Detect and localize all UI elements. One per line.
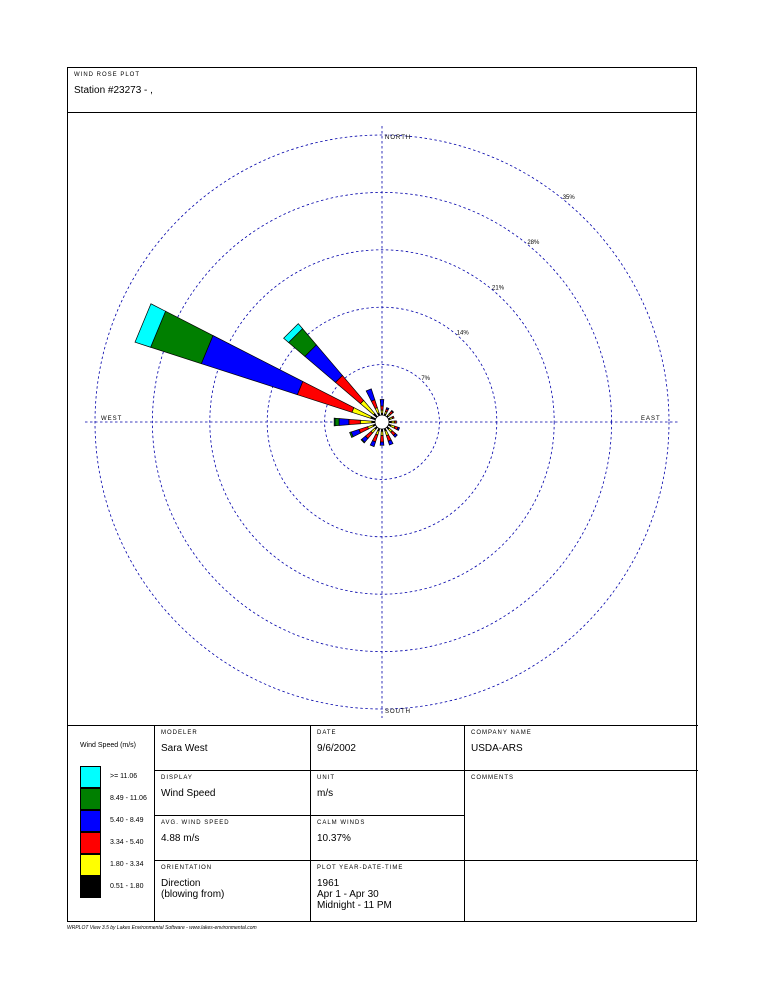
ring-label-3: 28% xyxy=(527,240,540,247)
petal-W-bin-1 xyxy=(360,420,371,424)
compass-label-east: EAST xyxy=(641,416,661,422)
petal-N-bin-2 xyxy=(381,406,384,410)
petal-W-bin-0 xyxy=(372,421,375,423)
petal-ENE xyxy=(388,416,394,420)
unit-label: UNIT xyxy=(317,775,335,781)
comments-cell xyxy=(464,770,698,860)
date-label: DATE xyxy=(317,730,337,736)
petal-W-bin-3 xyxy=(339,419,349,426)
avg-speed-cell xyxy=(154,815,310,860)
display-label: DISPLAY xyxy=(161,775,193,781)
petal-NNW-bin-3 xyxy=(366,389,375,401)
unit-value: m/s xyxy=(317,788,334,799)
petal-N xyxy=(380,399,384,415)
orientation-cell xyxy=(154,860,310,922)
plot-period-value: 1961 Apr 1 - Apr 30 Midnight - 11 PM xyxy=(317,878,392,911)
petal-E-bin-1 xyxy=(391,421,394,423)
legend-label-2: 5.40 - 8.49 xyxy=(110,817,144,824)
petal-ENE-bin-2 xyxy=(392,416,394,418)
modeler-cell xyxy=(154,725,310,770)
date-value: 9/6/2002 xyxy=(317,743,356,754)
petal-W xyxy=(334,418,375,426)
wind-rose-chart xyxy=(68,113,696,725)
legend-label-3: 3.34 - 5.40 xyxy=(110,839,144,846)
calm-circle xyxy=(375,415,389,429)
plot-caption: WIND ROSE PLOT xyxy=(74,72,141,78)
compass-label-west: WEST xyxy=(101,416,123,422)
display-value: Wind Speed xyxy=(161,788,216,799)
petal-W-bin-2 xyxy=(349,419,360,424)
ring-label-0: 7% xyxy=(421,375,431,382)
ring-label-4: 35% xyxy=(562,194,575,201)
orientation-value: Direction (blowing from) xyxy=(161,878,225,900)
petal-W-bin-5 xyxy=(334,418,335,426)
ring-label-1: 14% xyxy=(456,330,469,337)
petal-N-bin-3 xyxy=(380,399,384,406)
petal-S-bin-2 xyxy=(380,436,383,443)
compass-label-north: NORTH xyxy=(385,135,412,141)
legend-label-1: 8.49 - 11.06 xyxy=(110,795,147,802)
petal-NNE-bin-3 xyxy=(386,408,389,410)
legend-swatch-1 xyxy=(80,788,101,810)
compass-label-south: SOUTH xyxy=(385,709,411,715)
software-footer: WRPLOT View 3.5 by Lakes Environmental Software - www.lakes-environmental.com xyxy=(67,925,257,931)
petal-S-bin-1 xyxy=(381,431,383,435)
petal-NW-bin-2 xyxy=(335,375,363,403)
unit-cell xyxy=(310,770,464,815)
legend-swatch-4 xyxy=(80,854,101,876)
petal-S-bin-3 xyxy=(380,442,384,445)
petal-WNW xyxy=(135,304,376,420)
display-cell xyxy=(154,770,310,815)
info-grid xyxy=(68,725,698,922)
calm-winds-label: CALM WINDS xyxy=(317,820,366,826)
legend-swatch-2 xyxy=(80,810,101,832)
company-label: COMPANY NAME xyxy=(471,730,532,736)
petal-SSW-bin-3 xyxy=(370,441,375,447)
petal-SSE-bin-3 xyxy=(388,440,393,445)
modeler-label: MODELER xyxy=(161,730,198,736)
petal-W-bin-4 xyxy=(335,418,339,426)
calm-winds-value: 10.37% xyxy=(317,833,351,844)
legend-swatch-3 xyxy=(80,832,101,854)
plot-period-label: PLOT YEAR-DATE-TIME xyxy=(317,865,404,871)
comments-label: COMMENTS xyxy=(471,775,514,781)
plot-period-cell xyxy=(310,860,464,922)
calm-winds-cell xyxy=(310,815,464,860)
date-cell xyxy=(310,725,464,770)
report-frame xyxy=(67,67,697,922)
petal-WNW-bin-3 xyxy=(201,336,302,395)
petal-S xyxy=(380,429,384,445)
plot-header xyxy=(68,68,696,113)
avg-speed-label: AVG. WIND SPEED xyxy=(161,820,230,826)
petal-E xyxy=(389,421,396,423)
legend-panel xyxy=(68,725,154,922)
legend-label-0: >= 11.06 xyxy=(110,773,138,780)
legend-label-4: 1.80 - 3.34 xyxy=(110,861,144,868)
orientation-label: ORIENTATION xyxy=(161,865,213,871)
station-title: Station #23273 - , xyxy=(74,85,153,96)
legend-label-5: 0.51 - 1.80 xyxy=(110,883,144,890)
legend-swatch-0 xyxy=(80,766,101,788)
ring-labels xyxy=(421,195,575,382)
avg-speed-value: 4.88 m/s xyxy=(161,833,200,844)
modeler-value: Sara West xyxy=(161,743,208,754)
petal-N-bin-1 xyxy=(381,410,383,413)
blank-cell xyxy=(464,860,698,922)
legend-title: Wind Speed (m/s) xyxy=(80,742,137,749)
company-cell xyxy=(464,725,698,770)
ring-label-2: 21% xyxy=(492,285,505,292)
company-value: USDA-ARS xyxy=(471,743,523,754)
legend-swatch-5 xyxy=(80,876,101,898)
petal-E-bin-2 xyxy=(395,421,397,423)
